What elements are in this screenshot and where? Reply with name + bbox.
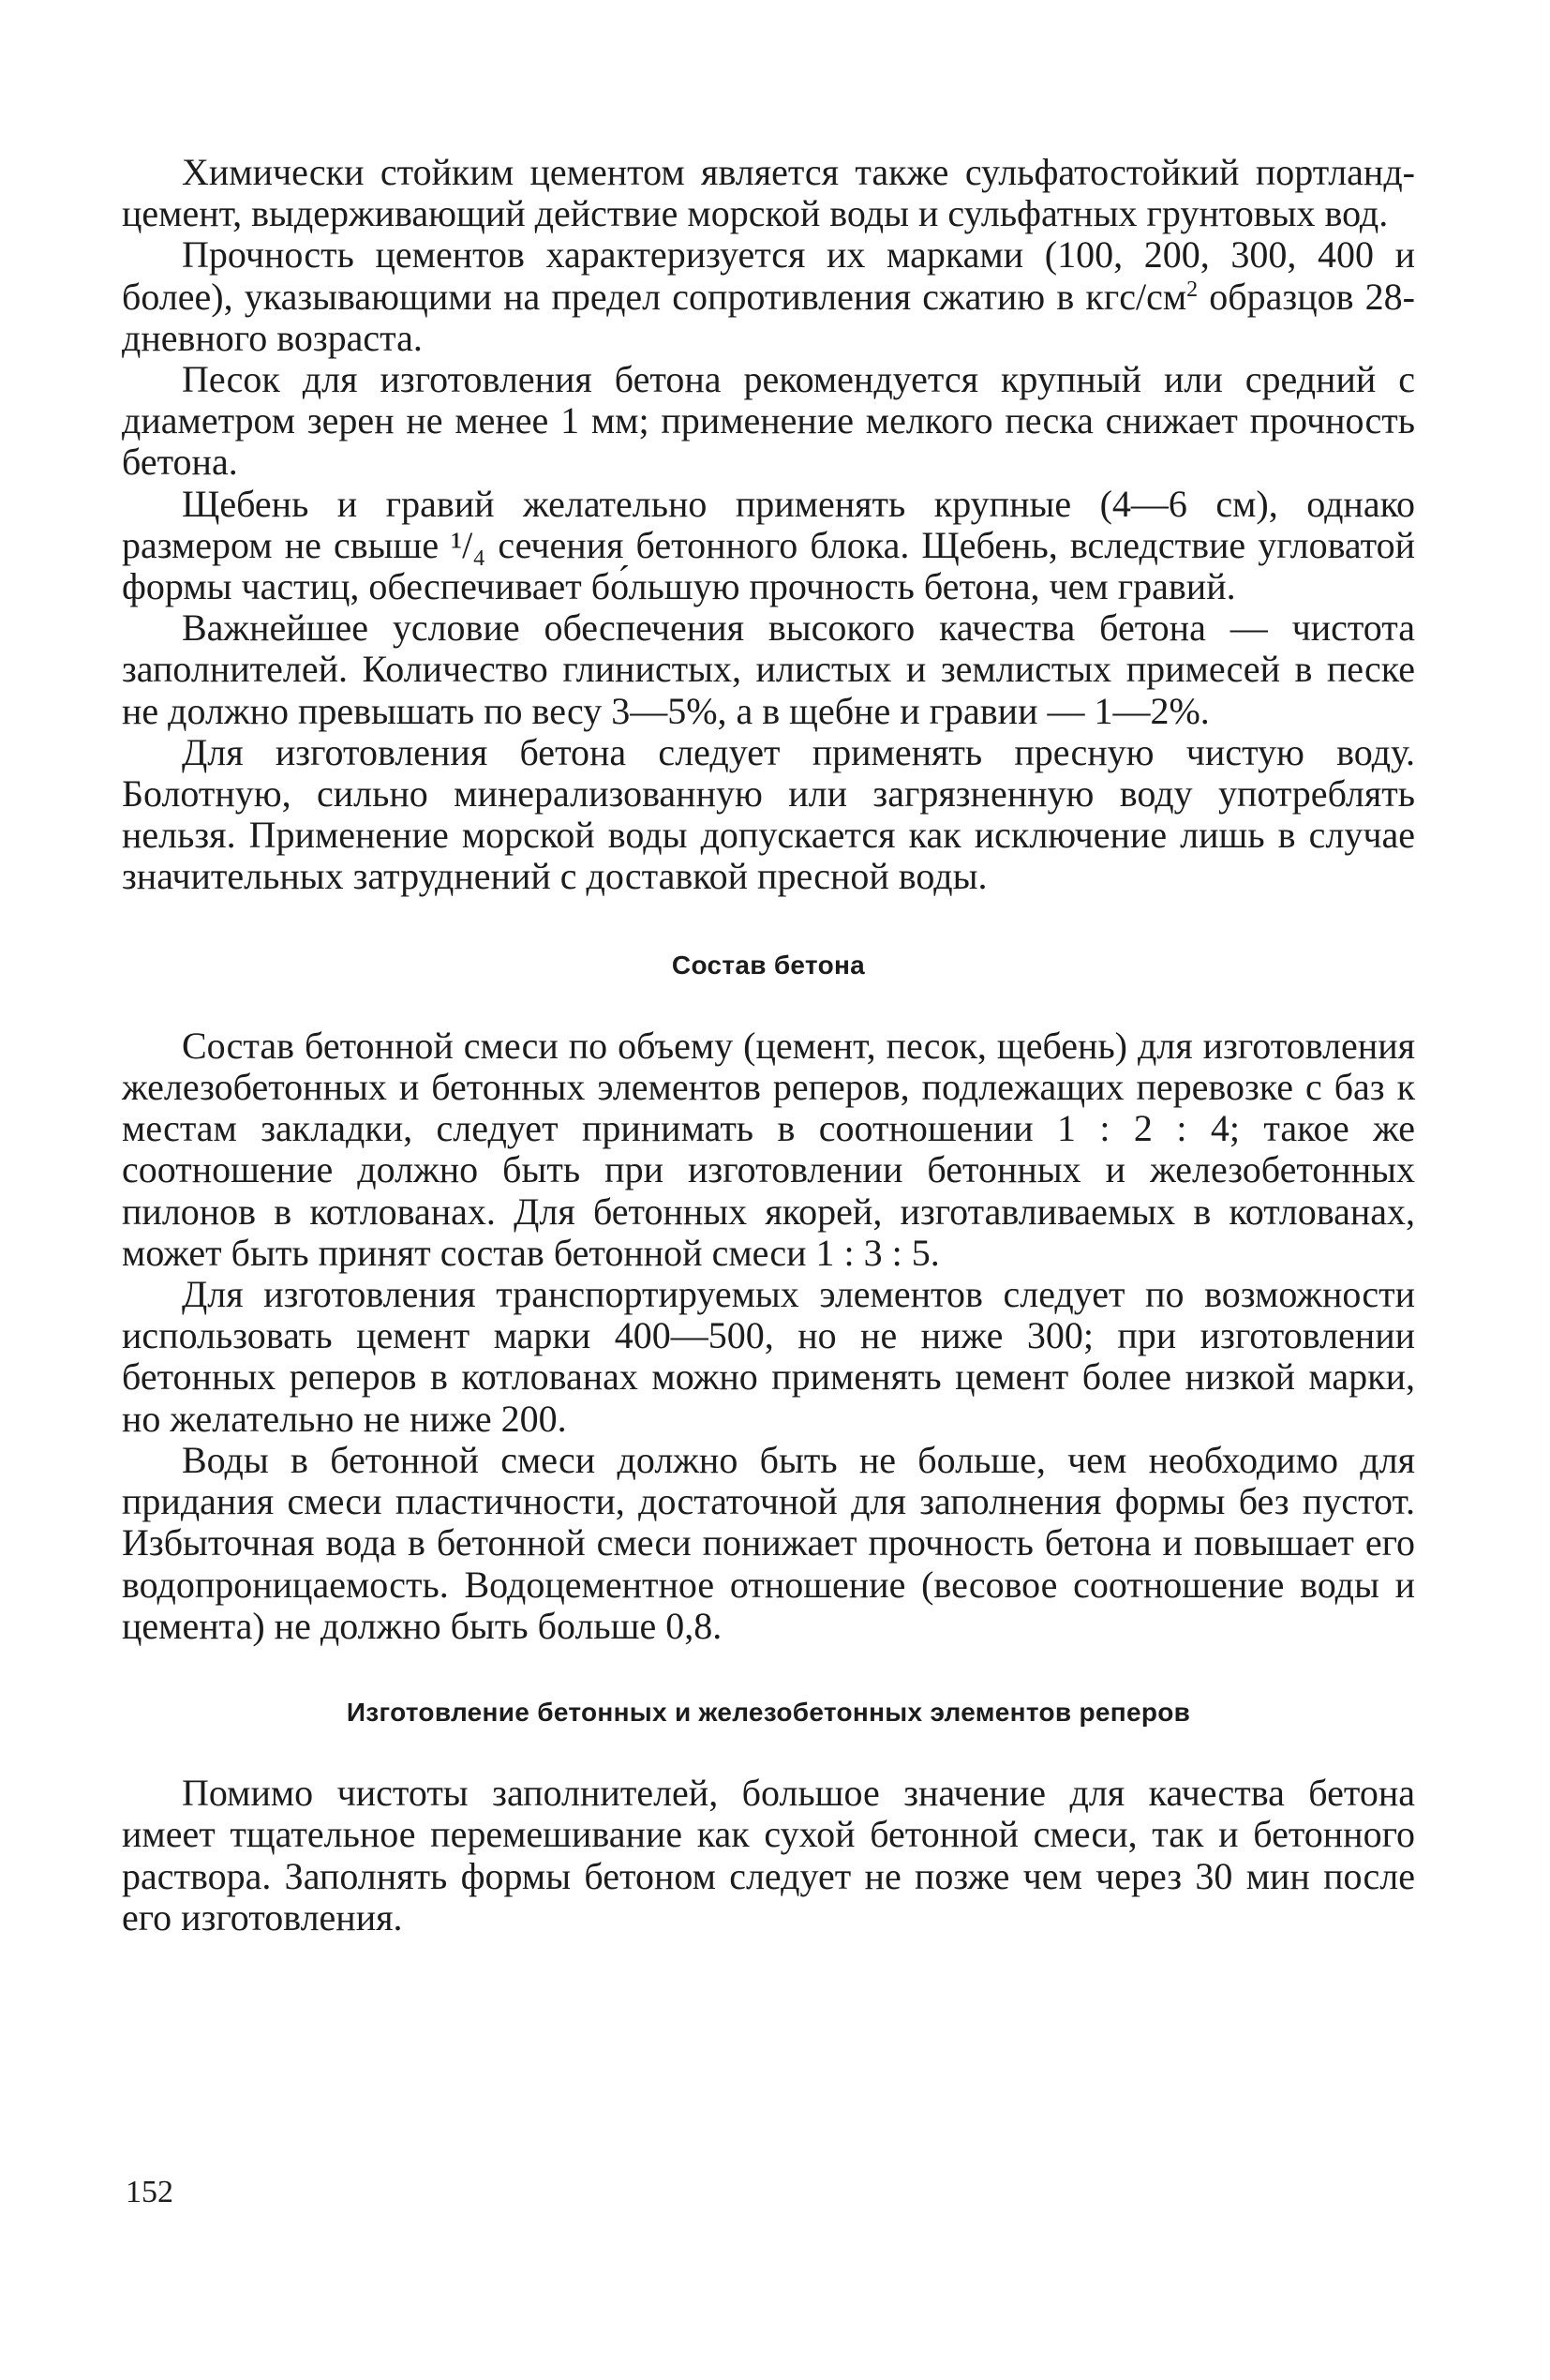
paragraph-sand: Песок для изготовления бетона рекомендуется крупный или средний с диаметром зерен не менее 1 мм; применение мелкого песка снижает прочность бетона. bbox=[122, 358, 1415, 484]
document-page bbox=[122, 152, 1415, 1938]
paragraph-cement-grade: Для изготовления транспортируемых элементов следует по возможности использовать цемент марки 400—500, но не ниже 300; при изготовлении бетонных реперов в котлованах можно применять цемент более низкой марки, но желательно не ниже 200. bbox=[122, 1273, 1415, 1440]
paragraph-sulfate-cement: Химически стойким цементом является также сульфатостойкий портланд-цемент, выдерживающий действие морской воды и сульфатных грунтовых вод. bbox=[122, 151, 1415, 235]
section-heading-concrete-composition: Состав бетона bbox=[671, 950, 866, 980]
paragraph-water-cement-ratio: Воды в бетонной смеси должно быть не больше, чем необходимо для придания смеси пластичности, достаточной для заполнения формы без пустот. Избыточная вода в бетонной смеси понижает прочность бетона и повышает его водопроницаемость. Водоцементное отношение (весовое соотношение воды и цемента) не должно быть больше 0,8. bbox=[122, 1438, 1415, 1647]
page-number: 152 bbox=[126, 2175, 173, 2209]
section-heading-element-fabrication: Изготовление бетонных и железобетонных элементов реперов bbox=[346, 1697, 1191, 1727]
paragraph-water: Для изготовления бетона следует применять пресную чистую воду. Болотную, сильно минерализованную или загрязненную воду употреблять нельзя. Применение морской воды допускается как исключение лишь в случае значительных затруднений с доставкой пресной воды. bbox=[122, 730, 1415, 898]
paragraph-mixing: Помимо чистоты заполнителей, большое значение для качества бетона имеет тщательное перемешивание как сухой бетонной смеси, так и бетонного раствора. Заполнять формы бетоном следует не позже чем через 30 мин после его изготовления. bbox=[122, 1772, 1415, 1938]
paragraph-mix-ratio: Состав бетонной смеси по объему (цемент, песок, щебень) для изготовления железобетонных и бетонных элементов реперов, подлежащих перевозке с баз к местам закладки, следует принимать в соотношении 1 : 2 : 4; такое же соотношение должно быть при изготовлении бетонных и железобетонных пилонов в котлованах. Для бетонных якорей, изготавливаемых в котлованах, может быть принят состав бетонной смеси 1 : 3 : 5. bbox=[122, 1024, 1415, 1274]
strength-text-start: Прочность цементов характеризуется их марками (100, 200, 300, 400 и более), указывающими на предел сопротивления сжатию в кгс/см bbox=[122, 233, 1415, 318]
paragraph-gravel: Щебень и гравий желательно применять крупные (4—6 см), однако размером не свыше ¹/₄ сечения бетонного блока. Щебень, вследствие угловатой формы частиц, обеспечивает бо́льшую прочность бетона, чем гравий. bbox=[122, 482, 1415, 608]
strength-text-end: образцов 28-дневного возраста. bbox=[122, 275, 1415, 359]
paragraph-aggregate-purity: Важнейшее условие обеспечения высокого качества бетона — чистота заполнителей. Количество глинистых, илистых и землистых примесей в песке не должно превышать по весу 3—5%, а в щебне и гравии — 1—2%. bbox=[122, 606, 1415, 732]
paragraph-cement-strength bbox=[122, 234, 1415, 359]
superscript-two: 2 bbox=[1186, 277, 1199, 302]
